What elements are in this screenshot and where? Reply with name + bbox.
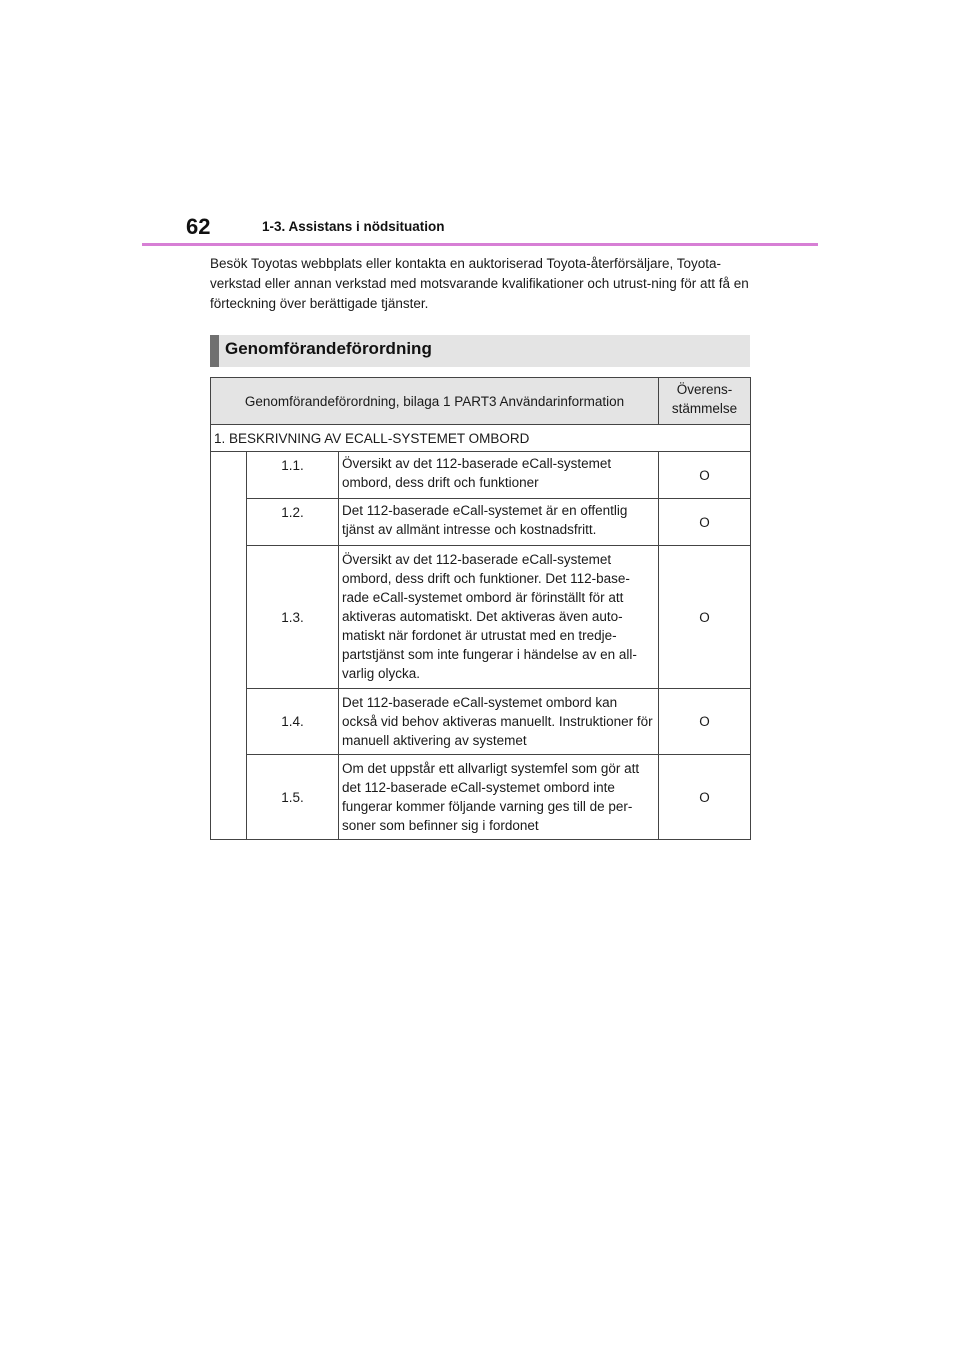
row-text: Det 112-baserade eCall-systemet ombord kan också vid behov aktiveras manuellt. Instruktioner för manuell aktivering av systemet: [339, 689, 659, 755]
page-number: 62: [186, 214, 211, 239]
row-conformity: O: [659, 689, 751, 755]
table-row: [211, 452, 751, 499]
row-conformity: O: [659, 499, 751, 546]
row-number: 1.3.: [247, 546, 339, 689]
header-divider: [142, 243, 818, 246]
section-heading-bar: [210, 335, 750, 367]
row-number: 1.4.: [247, 689, 339, 755]
column-header-conformity: Överens-stämmelse: [659, 378, 751, 425]
table-row: [211, 546, 751, 689]
row-number: 1.1.: [247, 452, 339, 499]
row-number: 1.2.: [247, 499, 339, 546]
table-row: [211, 755, 751, 840]
table-row: [211, 499, 751, 546]
row-conformity: O: [659, 546, 751, 689]
row-text: Det 112-baserade eCall-systemet är en offentlig tjänst av allmänt intresse och kostnadsfritt.: [339, 499, 659, 546]
row-text: Översikt av det 112-baserade eCall-systemet ombord, dess drift och funktioner. Det 112-base-rade eCall-systemet ombord är förinställt för att aktiveras automatiskt. Det aktiveras även auto-matiskt när fordonet är utrustat med en tredje-partstjänst som inte fungerar i händelse av en all-varlig olycka.: [339, 546, 659, 689]
row-text: Översikt av det 112-baserade eCall-systemet ombord, dess drift och funktioner: [339, 452, 659, 499]
column-header-main: Genomförandeförordning, bilaga 1 PART3 Användarinformation: [211, 378, 659, 425]
table-section-row: [211, 425, 751, 452]
row-text: Om det uppstår ett allvarligt systemfel som gör att det 112-baserade eCall-systemet ombord inte fungerar kommer följande varning ges till de per-soner som befinner sig i fordonet: [339, 755, 659, 840]
section-heading: Genomförandeförordning: [225, 339, 432, 358]
row-conformity: O: [659, 755, 751, 840]
intro-paragraph: Besök Toyotas webbplats eller kontakta en auktoriserad Toyota-återförsäljare, Toyota-verkstad eller annan verkstad med motsvarande kvalifikationer och utrust-ning för att få en förteckning över berättigade tjänster.: [210, 256, 749, 311]
regulation-table: [210, 377, 751, 840]
section-row-label: 1. BESKRIVNING AV ECALL-SYSTEMET OMBORD: [211, 425, 751, 452]
row-conformity: O: [659, 452, 751, 499]
indent-cell: [211, 452, 247, 840]
section-title: 1-3. Assistans i nödsituation: [262, 219, 445, 234]
heading-accent: [210, 335, 219, 367]
table-header-row: [211, 378, 751, 425]
row-number: 1.5.: [247, 755, 339, 840]
table-row: [211, 689, 751, 755]
